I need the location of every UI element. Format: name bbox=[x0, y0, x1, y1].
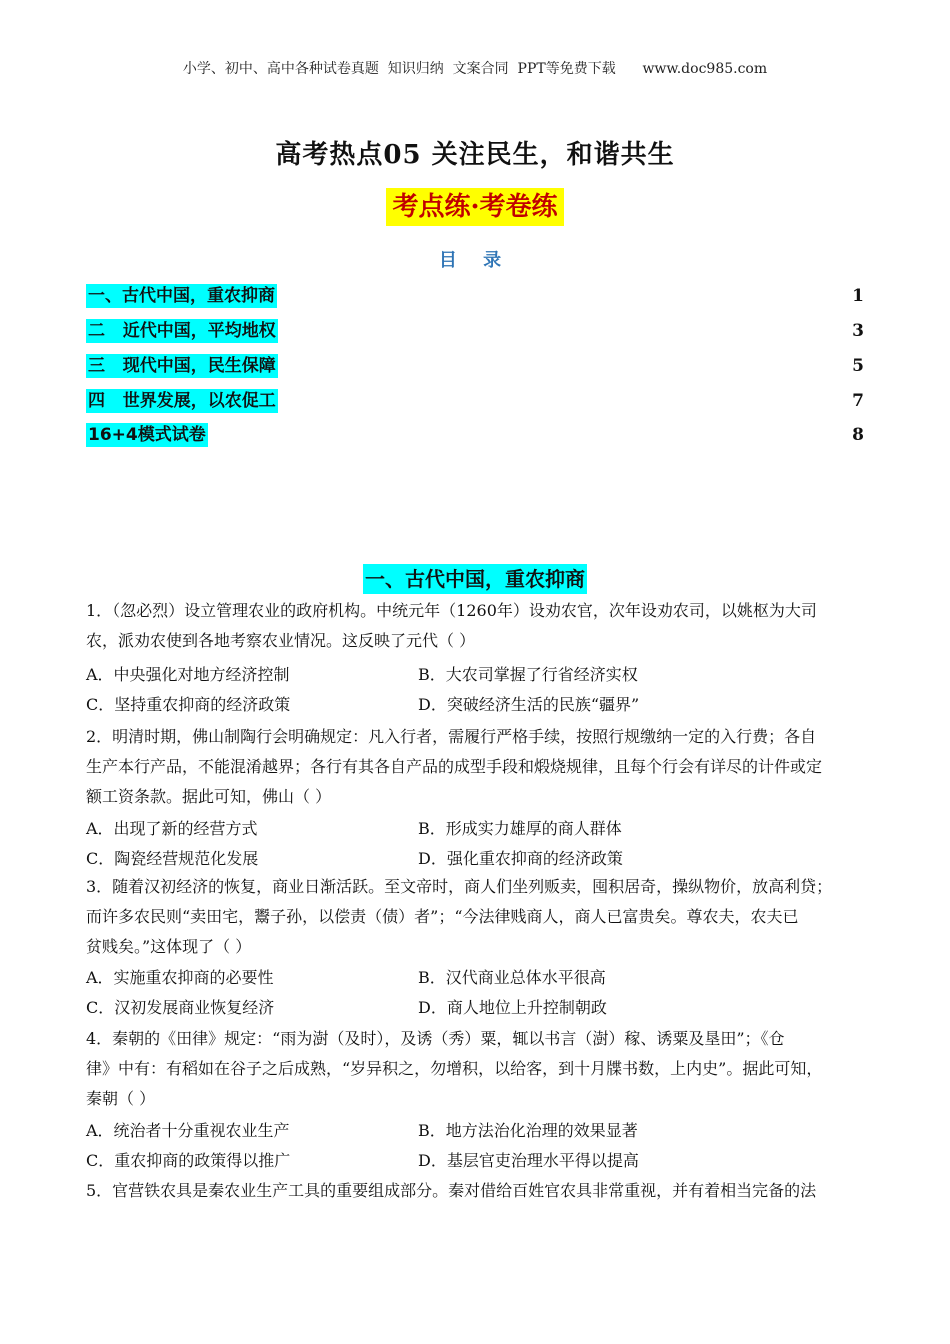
toc-item-page: 7 bbox=[852, 391, 864, 411]
question-stem bbox=[86, 872, 868, 962]
page-header-text: 小学、初中、高中各种试卷真题 知识归纳 文案合同 PPT等免费下载 www.doc985.com bbox=[182, 61, 768, 77]
question-stem-line: 额工资条款。据此可知，佛山（ ） bbox=[86, 787, 332, 806]
option-c: C．坚持重农抑商的经济政策 bbox=[86, 695, 291, 714]
toc-item[interactable] bbox=[86, 423, 864, 449]
question-stem bbox=[86, 1176, 868, 1206]
section-heading: 一、古代中国，重农抑商 bbox=[363, 564, 587, 594]
question-stem bbox=[86, 596, 868, 656]
toc-item[interactable] bbox=[86, 389, 864, 415]
page-subtitle: 考点练·考卷练 bbox=[386, 188, 563, 226]
question-stem bbox=[86, 722, 868, 812]
question-stem-line: 生产本行产品，不能混淆越界；各行有其各自产品的成型手段和煅烧规律，且每个行会有详尽的计件或定 bbox=[86, 757, 823, 776]
question-stem-line: 1．（忽必烈）设立管理农业的政府机构。中统元年（1260年）设劝农官，次年设劝农司，以姚枢为大司 bbox=[86, 601, 817, 620]
toc-heading: 目 录 bbox=[438, 250, 512, 271]
toc-item[interactable] bbox=[86, 319, 864, 345]
toc-item-label[interactable]: 一、古代中国，重农抑商 bbox=[88, 286, 275, 306]
question-stem-line: 秦朝（ ） bbox=[86, 1089, 156, 1108]
option-a: A．统治者十分重视农业生产 bbox=[86, 1121, 290, 1140]
toc-item[interactable] bbox=[86, 284, 864, 310]
toc-item-label[interactable]: 二 近代中国，平均地权 bbox=[88, 321, 276, 341]
question-stem-line: 3．随着汉初经济的恢复，商业日渐活跃。至文帝时，商人们坐列贩卖，囤积居奇，操纵物价，放高利贷； bbox=[86, 877, 833, 896]
toc-item-page: 8 bbox=[852, 425, 864, 445]
option-d: D．突破经济生活的民族“疆界” bbox=[418, 695, 640, 714]
toc-item-page: 1 bbox=[852, 286, 864, 306]
option-b: B．地方法治化治理的效果显著 bbox=[418, 1121, 638, 1140]
question-stem-line: 2．明清时期，佛山制陶行会明确规定：凡入行者，需履行严格手续，按照行规缴纳一定的入行费；各自 bbox=[86, 727, 817, 746]
question-stem-line: 农，派劝农使到各地考察农业情况。这反映了元代（ ） bbox=[86, 631, 476, 650]
toc-item-page: 3 bbox=[852, 321, 864, 341]
option-a: A．中央强化对地方经济控制 bbox=[86, 665, 290, 684]
page-title: 高考热点05 关注民生，和谐共生 bbox=[275, 140, 675, 170]
option-b: B．形成实力雄厚的商人群体 bbox=[418, 819, 622, 838]
option-b: B．大农司掌握了行省经济实权 bbox=[418, 665, 638, 684]
option-c: C．陶瓷经营规范化发展 bbox=[86, 849, 259, 868]
question-stem-line: 而许多农民则“卖田宅，鬻子孙，以偿责（债）者”；“今法律贱商人，商人已富贵矣。尊农夫，农夫已 bbox=[86, 907, 799, 926]
question-stem-line: 4．秦朝的《田律》规定：“雨为澍（及时），及诱（秀）粟，辄以书言（澍）稼、诱粟及垦田”；《仓 bbox=[86, 1029, 785, 1048]
subtitle-container bbox=[0, 188, 950, 226]
option-c: C．汉初发展商业恢复经济 bbox=[86, 998, 275, 1017]
section-heading-container bbox=[0, 564, 950, 594]
toc-item-page: 5 bbox=[852, 356, 864, 376]
option-a: A．实施重农抑商的必要性 bbox=[86, 968, 274, 987]
option-c: C．重农抑商的政策得以推广 bbox=[86, 1151, 291, 1170]
question-stem-line: 5．官营铁农具是秦农业生产工具的重要组成部分。秦对借给百姓官农具非常重视，并有着相当完备的法 bbox=[86, 1181, 817, 1200]
question-stem bbox=[86, 1024, 868, 1114]
toc-item-label[interactable]: 16+4模式试卷 bbox=[88, 425, 206, 445]
toc-item-label[interactable]: 三 现代中国，民生保障 bbox=[88, 356, 276, 376]
toc-item[interactable] bbox=[86, 354, 864, 380]
option-d: D．商人地位上升控制朝政 bbox=[418, 998, 607, 1017]
question-stem-line: 贫贱矣。”这体现了（ ） bbox=[86, 937, 252, 956]
toc-item-label[interactable]: 四 世界发展，以农促工 bbox=[88, 391, 276, 411]
option-a: A．出现了新的经营方式 bbox=[86, 819, 258, 838]
option-b: B．汉代商业总体水平很高 bbox=[418, 968, 606, 987]
option-d: D．基层官吏治理水平得以提高 bbox=[418, 1151, 639, 1170]
option-d: D．强化重农抑商的经济政策 bbox=[418, 849, 623, 868]
question-stem-line: 律》中有：有稻如在谷子之后成熟，“岁异积之，勿增积，以给客，到十月牒书数，上内史”。据此可知， bbox=[86, 1059, 823, 1078]
